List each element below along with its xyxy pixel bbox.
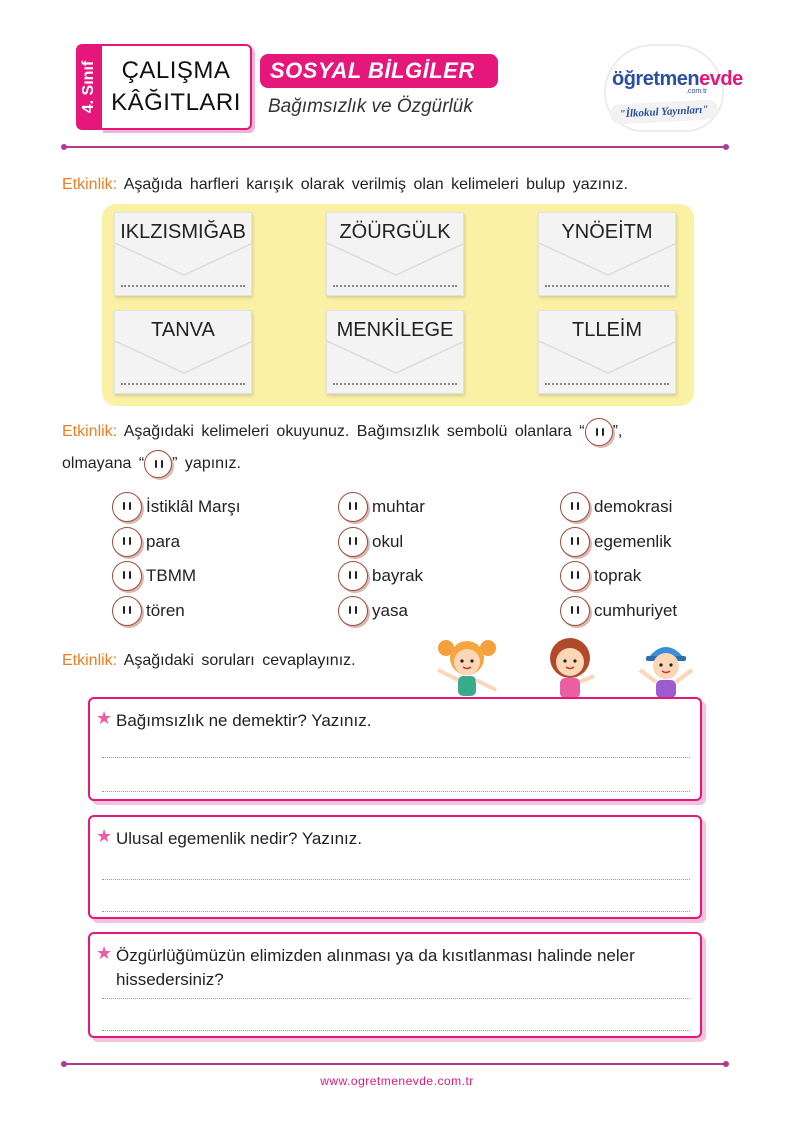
answer-line — [121, 383, 245, 385]
face-checkbox-icon[interactable] — [112, 561, 142, 591]
scrambled-word: TLLEİM — [571, 319, 643, 341]
activity-1-instruction — [62, 174, 628, 196]
answer-line — [121, 285, 245, 287]
word-option[interactable]: bayrak — [338, 561, 423, 591]
word-option[interactable]: muhtar — [338, 492, 425, 522]
header-divider — [64, 146, 726, 148]
answer-line[interactable] — [102, 1030, 690, 1031]
face-checkbox-icon[interactable] — [338, 561, 368, 591]
logo-domain: .com.tr — [686, 88, 708, 95]
word-option[interactable]: toprak — [560, 561, 641, 591]
face-checkbox-icon[interactable] — [560, 492, 590, 522]
question-text: Ulusal egemenlik nedir? Yazınız. — [116, 829, 363, 848]
answer-line — [545, 383, 669, 385]
word-option[interactable]: demokrasi — [560, 492, 672, 522]
boy-illustration-icon — [634, 634, 698, 698]
answer-line — [333, 285, 457, 287]
scrambled-word: MENKİLEGE — [336, 319, 454, 341]
activity-3-instruction — [62, 650, 356, 672]
answer-line[interactable] — [102, 879, 690, 880]
face-checkbox-icon[interactable] — [112, 596, 142, 626]
envelope-card — [538, 310, 676, 394]
neutral-face-icon — [144, 450, 172, 478]
word-option[interactable]: yasa — [338, 596, 408, 626]
envelope-card — [114, 310, 252, 394]
girl-illustration-icon — [542, 632, 598, 698]
word-option[interactable]: okul — [338, 527, 403, 557]
scrambled-word: TANVA — [151, 319, 215, 341]
activity-text: Aşağıdaki soruları cevaplayınız. — [123, 652, 356, 669]
face-checkbox-icon[interactable] — [112, 492, 142, 522]
question-text: Özgürlüğümüzün elimizden alınması ya da kısıtlanması halinde neler hissedersiniz? — [116, 946, 635, 989]
footer-divider — [64, 1063, 726, 1065]
face-checkbox-icon[interactable] — [560, 596, 590, 626]
activity-label: Etkinlik: — [62, 652, 118, 669]
question-box — [88, 932, 702, 1038]
answer-line — [333, 383, 457, 385]
subject-banner: SOSYAL BİLGİLER — [260, 54, 498, 88]
smiley-face-icon — [585, 418, 613, 446]
face-checkbox-icon[interactable] — [338, 596, 368, 626]
star-icon: ★ — [96, 826, 113, 847]
activity-label: Etkinlik: — [62, 423, 118, 440]
girl-illustration-icon — [432, 632, 502, 698]
scrambled-words-panel — [102, 204, 694, 406]
activity-text: Aşağıda harfleri karışık olarak verilmiş olan kelimeleri bulup yazınız. — [123, 176, 628, 193]
question-box — [88, 815, 702, 919]
face-checkbox-icon[interactable] — [560, 527, 590, 557]
word-option[interactable]: tören — [112, 596, 185, 626]
scrambled-word: IKLZISMIĞAB — [120, 221, 246, 243]
footer-url[interactable]: www.ogretmenevde.com.tr — [320, 1074, 474, 1088]
word-option[interactable]: cumhuriyet — [560, 596, 677, 626]
logo-tagline: "İlkokul Yayınları" — [610, 99, 719, 125]
grade-label: 4. Sınıf — [80, 60, 97, 114]
answer-line[interactable] — [102, 998, 690, 999]
face-checkbox-icon[interactable] — [112, 527, 142, 557]
face-checkbox-icon[interactable] — [338, 492, 368, 522]
publisher-logo — [604, 44, 743, 132]
logo-wordmark: öğretmenevde — [612, 68, 743, 90]
word-option[interactable]: para — [112, 527, 180, 557]
word-option[interactable]: TBMM — [112, 561, 196, 591]
face-checkbox-icon[interactable] — [338, 527, 368, 557]
activity-label: Etkinlik: — [62, 176, 118, 193]
face-checkbox-icon[interactable] — [560, 561, 590, 591]
activity-2-instruction: Etkinlik: Aşağıdaki kelimeleri okuyunuz. Bağımsızlık sembolü olanlara “ ”, olmayana “ ” yapınız. — [62, 416, 702, 480]
answer-line[interactable] — [102, 757, 690, 758]
answer-line[interactable] — [102, 911, 690, 912]
envelope-card — [326, 212, 464, 296]
word-option[interactable]: İstiklâl Marşı — [112, 492, 240, 522]
scrambled-word: YNÖEİTM — [561, 221, 653, 243]
answer-line — [545, 285, 669, 287]
word-option[interactable]: egemenlik — [560, 527, 672, 557]
star-icon: ★ — [96, 943, 113, 964]
topic-subtitle: Bağımsızlık ve Özgürlük — [268, 96, 473, 117]
envelope-card — [326, 310, 464, 394]
answer-line[interactable] — [102, 791, 690, 792]
title-line-2: KÂĞITLARI — [111, 89, 241, 116]
grade-tab — [76, 44, 102, 130]
envelope-card — [114, 212, 252, 296]
title-line-1: ÇALIŞMA — [121, 57, 231, 84]
worksheet-title — [100, 44, 252, 130]
question-box — [88, 697, 702, 801]
scrambled-word: ZÖÜRGÜLK — [339, 221, 451, 243]
question-text: Bağımsızlık ne demektir? Yazınız. — [116, 711, 372, 730]
envelope-card — [538, 212, 676, 296]
star-icon: ★ — [96, 708, 113, 729]
